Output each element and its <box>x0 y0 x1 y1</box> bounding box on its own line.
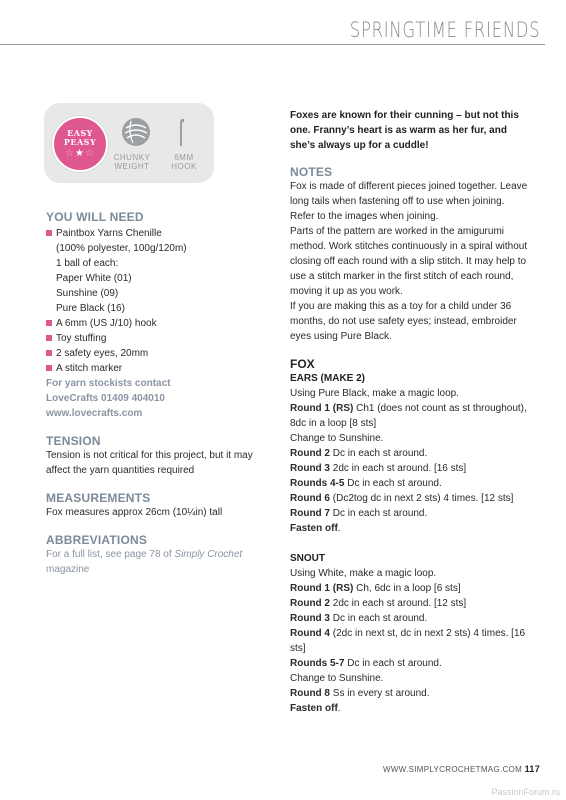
page-section-title: SPRINGTIME FRIENDS <box>349 18 540 42</box>
instruction-line: Round 3 Dc in each st around. <box>290 613 428 624</box>
instruction-line: Change to Sunshine. <box>290 433 384 444</box>
instruction-line: Round 4 (2dc in next st, dc in next 2 sts) 4 times. [16 sts] <box>290 628 526 654</box>
instruction-line: Using White, make a magic loop. <box>290 568 437 579</box>
measurements-text: Fox measures approx 26cm (10¼in) tall <box>46 507 223 518</box>
instruction-line: Fasten off. <box>290 703 341 714</box>
ears-instructions <box>290 386 530 536</box>
materials-item: (100% polyester, 100g/120m) <box>56 243 187 254</box>
materials-item: Paper White (01) <box>56 273 132 284</box>
instruction-line: Fasten off. <box>290 523 341 534</box>
star-icon: ☆ <box>65 148 76 159</box>
materials-item: Paintbox Yarns Chenille <box>46 226 256 241</box>
yarn-weight-caption: CHUNKY WEIGHT <box>113 153 151 171</box>
intro-text: Foxes are known for their cunning – but not this one. Franny’s heart is as warm as her fur, and she’s always up for a cuddle! <box>290 110 519 151</box>
abbreviations-text: For a full list, see page 78 of Simply Crochet magazine <box>46 549 243 575</box>
materials-list <box>46 226 256 376</box>
ears-heading: EARS (MAKE 2) <box>290 373 366 384</box>
crochet-hook-icon <box>175 116 189 148</box>
left-column <box>46 210 256 577</box>
instruction-line: Round 2 2dc in each st around. [12 sts] <box>290 598 467 609</box>
tension-text: Tension is not critical for this project, but it may affect the yarn quantities required <box>46 450 253 476</box>
hook-size-caption: 6MM HOOK <box>171 153 197 171</box>
instruction-line: Round 8 Ss in every st around. <box>290 688 430 699</box>
snout-heading: SNOUT <box>290 553 325 564</box>
measurements-heading: MEASUREMENTS <box>46 491 151 505</box>
star-icon: ★ <box>75 148 85 159</box>
header-divider <box>0 44 545 45</box>
materials-item: Toy stuffing <box>46 331 256 346</box>
instruction-line: Round 3 2dc in each st around. [16 sts] <box>290 463 467 474</box>
yarn-ball-icon <box>122 118 150 146</box>
instruction-line: Round 2 Dc in each st around. <box>290 448 428 459</box>
materials-item: Sunshine (09) <box>56 288 119 299</box>
fox-heading: FOX <box>290 357 315 371</box>
instruction-line: Round 1 (RS) Ch1 (does not count as st throughout), 8dc in a loop [8 sts] <box>290 403 527 429</box>
instruction-line: Rounds 4-5 Dc in each st around. <box>290 478 442 489</box>
tension-heading: TENSION <box>46 434 101 448</box>
instruction-line: Rounds 5-7 Dc in each st around. <box>290 658 442 669</box>
abbreviations-heading: ABBREVIATIONS <box>46 533 148 547</box>
skill-level-line1: EASY <box>67 128 93 138</box>
right-column <box>290 108 530 716</box>
footer-url[interactable]: WWW.SIMPLYCROCHETMAG.COM <box>382 765 523 774</box>
star-icon: ☆ <box>84 148 95 159</box>
page-number: 117 <box>524 764 540 774</box>
instruction-line: Change to Sunshine. <box>290 673 384 684</box>
materials-item: 2 safety eyes, 20mm <box>46 346 256 361</box>
materials-item: 1 ball of each: <box>56 258 119 269</box>
watermark: PassionForum.ru <box>491 787 560 797</box>
stockists-info: For yarn stockists contact LoveCrafts 01409 404010 www.lovecrafts.com <box>46 376 256 421</box>
notes-paragraph: Fox is made of different pieces joined together. Leave long tails when fastening off to use when joining. Refer to the images when joining. <box>290 181 528 222</box>
difficulty-badge <box>44 103 214 183</box>
difficulty-stars <box>54 148 106 160</box>
instruction-line: Using Pure Black, make a magic loop. <box>290 388 459 399</box>
skill-level-circle <box>52 116 108 172</box>
instruction-line: Round 7 Dc in each st around. <box>290 508 428 519</box>
skill-level-line2: PEASY <box>63 137 97 147</box>
you-will-need-heading: YOU WILL NEED <box>46 210 144 224</box>
materials-item: Pure Black (16) <box>56 303 125 314</box>
notes-paragraph: If you are making this as a toy for a child under 36 months, do not use safety eyes; instead, embroider eyes using Pure Black. <box>290 301 517 342</box>
snout-instructions <box>290 566 530 716</box>
materials-item: A stitch marker <box>46 361 256 376</box>
materials-item: A 6mm (US J/10) hook <box>46 316 256 331</box>
notes-paragraph: Parts of the pattern are worked in the amigurumi method. Work stitches continuously in a spiral without closing off each round with a slip stitch. It may help to use a stitch marker in the first stitch of each round, moving it up as you work. <box>290 226 528 297</box>
notes-heading: NOTES <box>290 165 333 179</box>
stockist-link[interactable]: www.lovecrafts.com <box>46 408 143 419</box>
instruction-line: Round 6 (Dc2tog dc in next 2 sts) 4 times. [12 sts] <box>290 493 514 504</box>
page-footer <box>383 764 540 774</box>
instruction-line: Round 1 (RS) Ch, 6dc in a loop [6 sts] <box>290 583 461 594</box>
